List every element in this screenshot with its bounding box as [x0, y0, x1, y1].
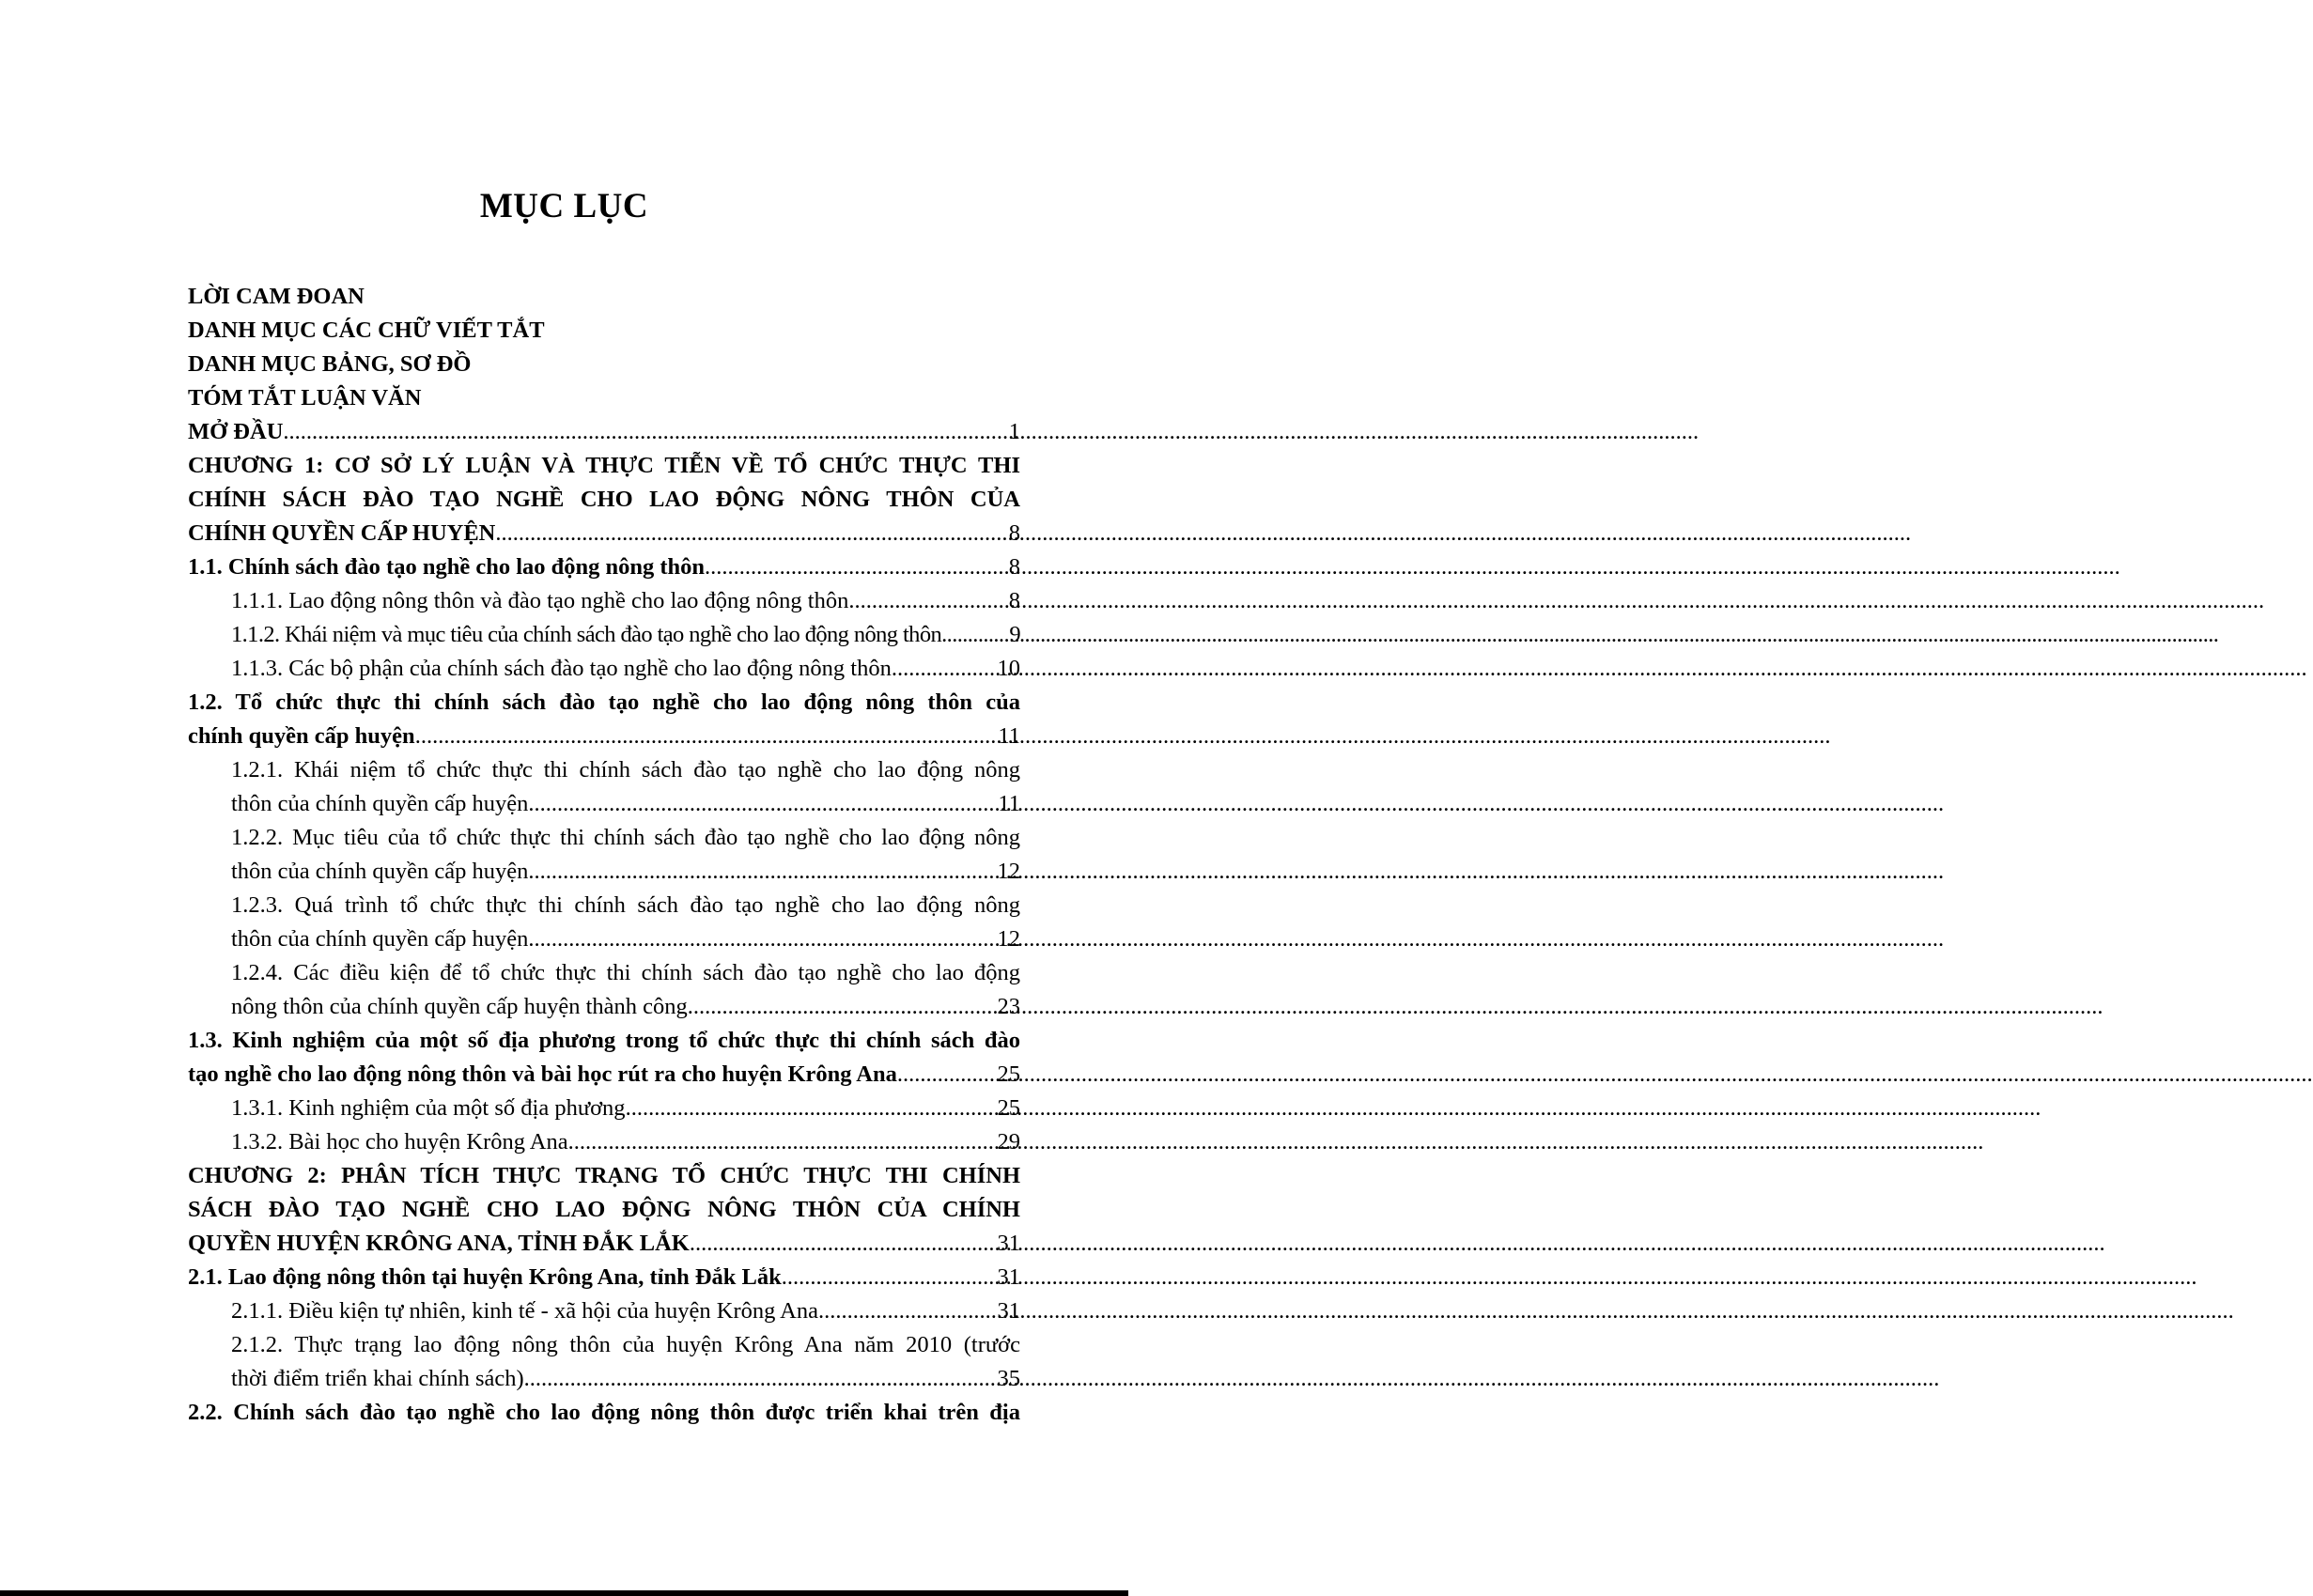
toc-entry-text: nông thôn của chính quyền cấp huyện thành công — [231, 994, 688, 1019]
toc-entry-text: CHÍNH QUYỀN CẤP HUYỆN — [188, 520, 496, 546]
dot-leader — [705, 550, 1009, 584]
toc-chapter-1-line-2: CHÍNH SÁCH ĐÀO TẠO NGHỀ CHO LAO ĐỘNG NÔNG THÔN CỦA — [188, 487, 1020, 512]
toc-page-number: 11 — [998, 723, 1020, 749]
toc-section-1-1 — [188, 550, 1020, 584]
table-of-contents — [188, 280, 1020, 1430]
toc-section-1-2-2-line-1: 1.2.2. Mục tiêu của tổ chức thực thi chính sách đào tạo nghề cho lao động nông — [231, 825, 1020, 850]
toc-entry-mo-dau — [188, 415, 1020, 449]
toc-entry-text: tạo nghề cho lao động nông thôn và bài học rút ra cho huyện Krông Ana — [188, 1061, 897, 1087]
toc-section-1-3-1 — [188, 1092, 1020, 1125]
toc-section-1-3-line-1: 1.3. Kinh nghiệm của một số địa phương trong tổ chức thực thi chính sách đào — [188, 1028, 1020, 1053]
dot-leader — [688, 990, 998, 1024]
toc-page-number: 31 — [997, 1264, 1020, 1290]
dot-leader — [892, 652, 998, 686]
toc-entry-text: 1.1.2. Khái niệm và mục tiêu của chính sách đào tạo nghề cho lao động nông thôn — [231, 622, 942, 647]
toc-section-1-2-2-line-2 — [188, 855, 1020, 889]
dot-leader — [524, 1362, 998, 1396]
toc-section-2-2-line-1: 2.2. Chính sách đào tạo nghề cho lao động nông thôn được triển khai trên địa — [188, 1400, 1020, 1425]
toc-section-1-2-line-2 — [188, 720, 1020, 753]
toc-page-number: 12 — [997, 859, 1020, 884]
toc-section-1-2-3-line-2 — [188, 922, 1020, 956]
dot-leader — [690, 1227, 998, 1261]
dot-leader — [782, 1261, 998, 1294]
dot-leader — [528, 855, 997, 889]
dot-leader — [415, 720, 999, 753]
toc-entry-text: thời điểm triển khai chính sách) — [231, 1366, 524, 1391]
toc-page-number: 8 — [1008, 554, 1020, 580]
toc-page-number: 12 — [997, 926, 1020, 952]
toc-section-1-2-1-line-1: 1.2.1. Khái niệm tổ chức thực thi chính sách đào tạo nghề cho lao động nông — [231, 757, 1020, 783]
toc-section-1-2-4-line-2 — [188, 990, 1020, 1024]
toc-page-number: 25 — [997, 1061, 1020, 1087]
dot-leader — [528, 787, 998, 821]
document-page — [0, 0, 1128, 1596]
toc-page-number: 8 — [1008, 520, 1020, 546]
toc-entry-text: MỞ ĐẦU — [188, 419, 284, 444]
toc-section-1-3-2 — [188, 1125, 1020, 1159]
dot-leader — [283, 415, 1008, 449]
toc-page-number: 8 — [1008, 588, 1020, 613]
toc-entry-text: 1.1.3. Các bộ phận của chính sách đào tạo nghề cho lao động nông thôn — [231, 656, 892, 681]
toc-entry-text: thôn của chính quyền cấp huyện — [231, 926, 529, 952]
toc-entry-text: QUYỀN HUYỆN KRÔNG ANA, TỈNH ĐẮK LẮK — [188, 1231, 690, 1256]
toc-page-number: 11 — [998, 791, 1020, 816]
toc-entry-text: 2.1.1. Điều kiện tự nhiên, kinh tế - xã hội của huyện Krông Ana — [231, 1298, 818, 1324]
toc-entry-text: 2.1. Lao động nông thôn tại huyện Krông Ana, tỉnh Đắk Lắk — [188, 1264, 782, 1290]
toc-page-number: 29 — [997, 1129, 1020, 1154]
toc-section-1-2-4-line-1: 1.2.4. Các điều kiện để tổ chức thực thi chính sách đào tạo nghề cho lao động — [231, 960, 1020, 985]
toc-page-number: 31 — [997, 1231, 1020, 1256]
toc-entry-text: 1.3.1. Kinh nghiệm của một số địa phương — [231, 1095, 626, 1121]
toc-chapter-2-line-2: SÁCH ĐÀO TẠO NGHỀ CHO LAO ĐỘNG NÔNG THÔN CỦA CHÍNH — [188, 1197, 1020, 1222]
toc-section-1-2-1-line-2 — [188, 787, 1020, 821]
dot-leader — [897, 1058, 998, 1092]
toc-section-1-2-line-1: 1.2. Tổ chức thực thi chính sách đào tạo nghề cho lao động nông thôn của — [188, 690, 1020, 715]
toc-entry-text: thôn của chính quyền cấp huyện — [231, 791, 529, 816]
page-bottom-edge — [0, 1590, 1128, 1596]
toc-page-number: 35 — [997, 1366, 1020, 1391]
toc-page-number: 25 — [997, 1095, 1020, 1121]
toc-section-1-2-3-line-1: 1.2.3. Quá trình tổ chức thực thi chính sách đào tạo nghề cho lao động nông — [231, 892, 1020, 918]
dot-leader — [626, 1092, 998, 1125]
toc-page-number: 1 — [1008, 419, 1020, 444]
page-title: MỤC LỤC — [479, 187, 649, 225]
toc-chapter-1-line-3 — [188, 517, 1020, 550]
toc-entry-text: 1.3.2. Bài học cho huyện Krông Ana — [231, 1129, 568, 1154]
toc-section-1-1-2 — [188, 618, 1020, 652]
dot-leader — [941, 618, 1009, 652]
dot-leader — [495, 517, 1008, 550]
toc-entry-tom-tat: TÓM TẮT LUẬN VĂN — [188, 385, 422, 411]
toc-chapter-1-line-1: CHƯƠNG 1: CƠ SỞ LÝ LUẬN VÀ THỰC TIỄN VỀ TỔ CHỨC THỰC THI — [188, 453, 1020, 478]
toc-entry-text: chính quyền cấp huyện — [188, 723, 415, 749]
toc-section-1-3-line-2 — [188, 1058, 1020, 1092]
toc-section-2-1-1 — [188, 1294, 1020, 1328]
toc-section-2-1-2-line-1: 2.1.2. Thực trạng lao động nông thôn của huyện Krông Ana năm 2010 (trước — [231, 1332, 1020, 1357]
toc-entry-danh-muc-chu-viet-tat: DANH MỤC CÁC CHỮ VIẾT TẮT — [188, 318, 545, 343]
toc-entry-loi-cam-doan: LỜI CAM ĐOAN — [188, 284, 365, 309]
toc-chapter-2-line-3 — [188, 1227, 1020, 1261]
dot-leader — [528, 922, 997, 956]
dot-leader — [568, 1125, 998, 1159]
toc-section-1-1-3 — [188, 652, 1020, 686]
toc-entry-text: 1.1. Chính sách đào tạo nghề cho lao động nông thôn — [188, 554, 706, 580]
toc-page-number: 9 — [1009, 622, 1020, 647]
dot-leader — [848, 584, 1008, 618]
toc-section-1-1-1 — [188, 584, 1020, 618]
toc-chapter-2-line-1: CHƯƠNG 2: PHÂN TÍCH THỰC TRẠNG TỔ CHỨC THỰC THI CHÍNH — [188, 1163, 1020, 1188]
toc-page-number: 10 — [997, 656, 1020, 681]
toc-entry-text: thôn của chính quyền cấp huyện — [231, 859, 529, 884]
toc-page-number: 23 — [997, 994, 1020, 1019]
toc-section-2-1-2-line-2 — [188, 1362, 1020, 1396]
toc-entry-text: 1.1.1. Lao động nông thôn và đào tạo nghề cho lao động nông thôn — [231, 588, 849, 613]
dot-leader — [818, 1294, 998, 1328]
toc-page-number: 31 — [997, 1298, 1020, 1324]
toc-section-2-1 — [188, 1261, 1020, 1294]
toc-entry-danh-muc-bang: DANH MỤC BẢNG, SƠ ĐỒ — [188, 351, 472, 377]
